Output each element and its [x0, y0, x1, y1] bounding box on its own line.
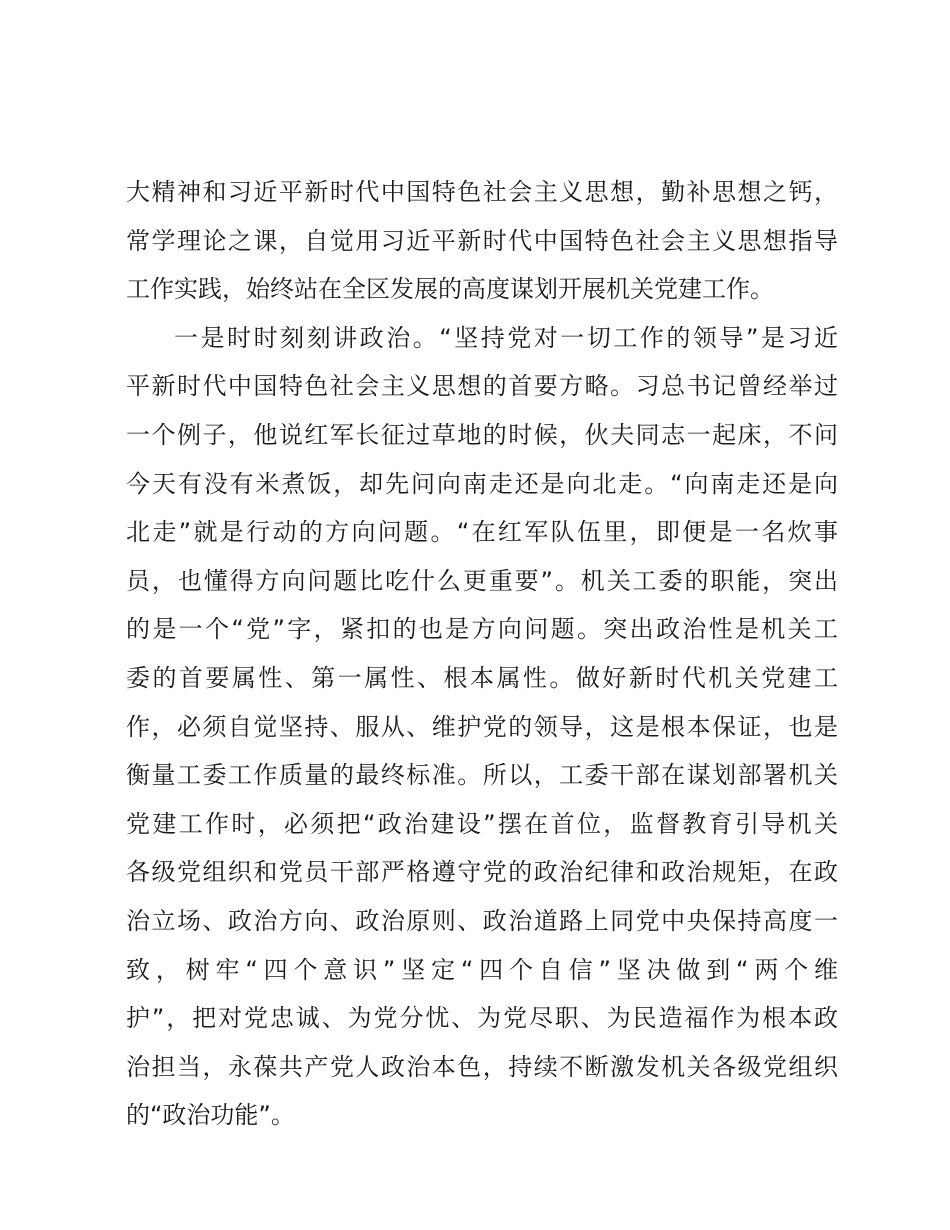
paragraph-2-line-9: 作，必须自觉坚持、服从、维护党的领导，这是根本保证，也是 — [126, 712, 838, 741]
paragraph-2-line-13: 治立场、政治方向、政治原则、政治道路上同党中央保持高度一 — [126, 906, 838, 935]
paragraph-2-line-11: 党建工作时，必须把“政治建设”摆在首位，监督教育引导机关 — [126, 809, 838, 838]
paragraph-2-line-10: 衡量工委工作质量的最终标准。所以，工委干部在谋划部署机关 — [126, 761, 838, 790]
paragraph-2-line-17: 的“政治功能”。 — [126, 1101, 295, 1130]
paragraph-2-line-2: 平新时代中国特色社会主义思想的首要方略。习总书记曾经举过 — [126, 372, 838, 401]
paragraph-2-line-1: 一是时时刻刻讲政治。“坚持党对一切工作的领导”是习近 — [174, 323, 838, 352]
paragraph-2-line-8: 委的首要属性、第一属性、根本属性。做好新时代机关党建工 — [126, 663, 838, 692]
paragraph-2-line-5: 北走”就是行动的方向问题。“在红军队伍里，即便是一名炊事 — [126, 518, 838, 547]
paragraph-2-line-4: 今天有没有米煮饭，却先问向南走还是向北走。“向南走还是向 — [126, 469, 838, 498]
paragraph-2-line-16: 治担当，永葆共产党人政治本色，持续不断激发机关各级党组织 — [126, 1052, 838, 1081]
paragraph-2-line-7: 的是一个“党”字，紧扣的也是方向问题。突出政治性是机关工 — [126, 615, 838, 644]
paragraph-2-line-6: 员，也懂得方向问题比吃什么更重要”。机关工委的职能，突出 — [126, 566, 838, 595]
paragraph-1-line-3: 工作实践，始终站在全区发展的高度谋划开展机关党建工作。 — [126, 275, 774, 304]
document-body — [126, 168, 838, 1140]
paragraph-1-line-1: 大精神和习近平新时代中国特色社会主义思想，勤补思想之钙， — [126, 178, 838, 206]
paragraph-1-line-2: 常学理论之课，自觉用习近平新时代中国特色社会主义思想指导 — [126, 226, 838, 255]
paragraph-2-line-15: 护”，把对党忠诚、为党分忧、为党尽职、为民造福作为根本政 — [126, 1004, 838, 1033]
paragraph-2-line-3: 一个例子，他说红军长征过草地的时候，伙夫同志一起床，不问 — [126, 420, 838, 449]
paragraph-2-line-14: 致，树牢“四个意识”坚定“四个自信”坚决做到“两个维 — [126, 955, 838, 984]
paragraph-2-line-12: 各级党组织和党员干部严格遵守党的政治纪律和政治规矩，在政 — [126, 858, 838, 887]
